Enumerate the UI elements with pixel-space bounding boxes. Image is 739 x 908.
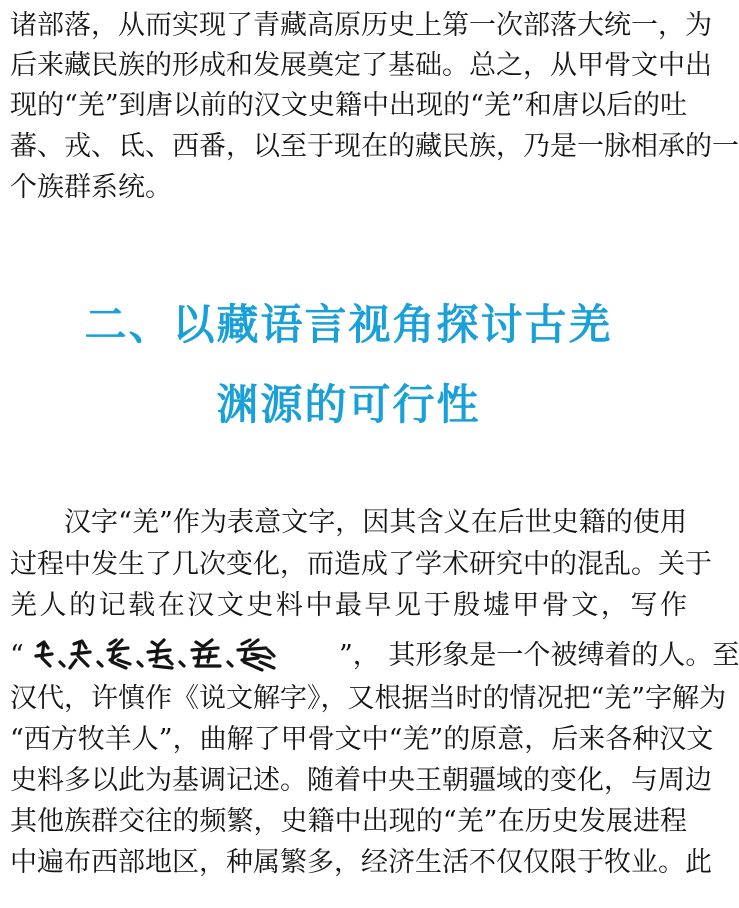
paragraph-1-line-1: 诸部落，从而实现了青藏高原历史上第一次部落大统一，为 <box>10 10 712 41</box>
paragraph-1-line-5: 个族群系统。 <box>10 172 172 203</box>
paragraph-2-line-3: 羌人的记载在汉文史料中最早见于殷墟甲骨文，写作 <box>10 590 687 621</box>
paragraph-2-line-6: “西方牧羊人”，曲解了甲骨文中“羌”的原意，后来各种汉文 <box>10 724 714 755</box>
paragraph-1-line-2: 后来藏民族的形成和发展奠定了基础。总之，从甲骨文中出 <box>10 50 712 81</box>
paragraph-2-line-4-rest: 其形象是一个被缚着的人。至 <box>388 639 739 671</box>
oracle-bone-glyph-line <box>10 635 739 675</box>
oracle-bone-qiang-glyphs-icon <box>30 636 330 676</box>
paragraph-2-line-9: 中遍布西部地区，种属繁多，经济生活不仅仅限于牧业。此 <box>10 847 712 878</box>
open-quote: “ <box>10 639 24 671</box>
paragraph-1-line-3: 现的“羌”到唐以前的汉文史籍中出现的“羌”和唐以后的吐 <box>10 90 687 121</box>
section-heading-line-1: 二、以藏语言视角探讨古羌 <box>84 300 613 349</box>
paragraph-2-line-7: 史料多以此为基调记述。随着中央王朝疆域的变化，与周边 <box>10 765 712 796</box>
close-quote: ”， <box>339 639 380 671</box>
paragraph-2-line-2: 过程中发生了几次变化，而造成了学术研究中的混乱。关于 <box>10 549 712 580</box>
paragraph-2-line-8: 其他族群交往的频繁，史籍中出现的“羌”在历史发展进程 <box>10 806 687 837</box>
paragraph-2-line-5: 汉代，许慎作《说文解字》，又根据当时的情况把“羌”字解为 <box>10 683 727 714</box>
paragraph-2-line-1: 汉字“羌”作为表意文字，因其含义在后世史籍的使用 <box>64 507 687 538</box>
section-heading-line-2: 渊源的可行性 <box>216 380 481 429</box>
paragraph-1-line-4: 蕃、戎、氐、西番，以至于现在的藏民族，乃是一脉相承的一 <box>10 131 739 162</box>
